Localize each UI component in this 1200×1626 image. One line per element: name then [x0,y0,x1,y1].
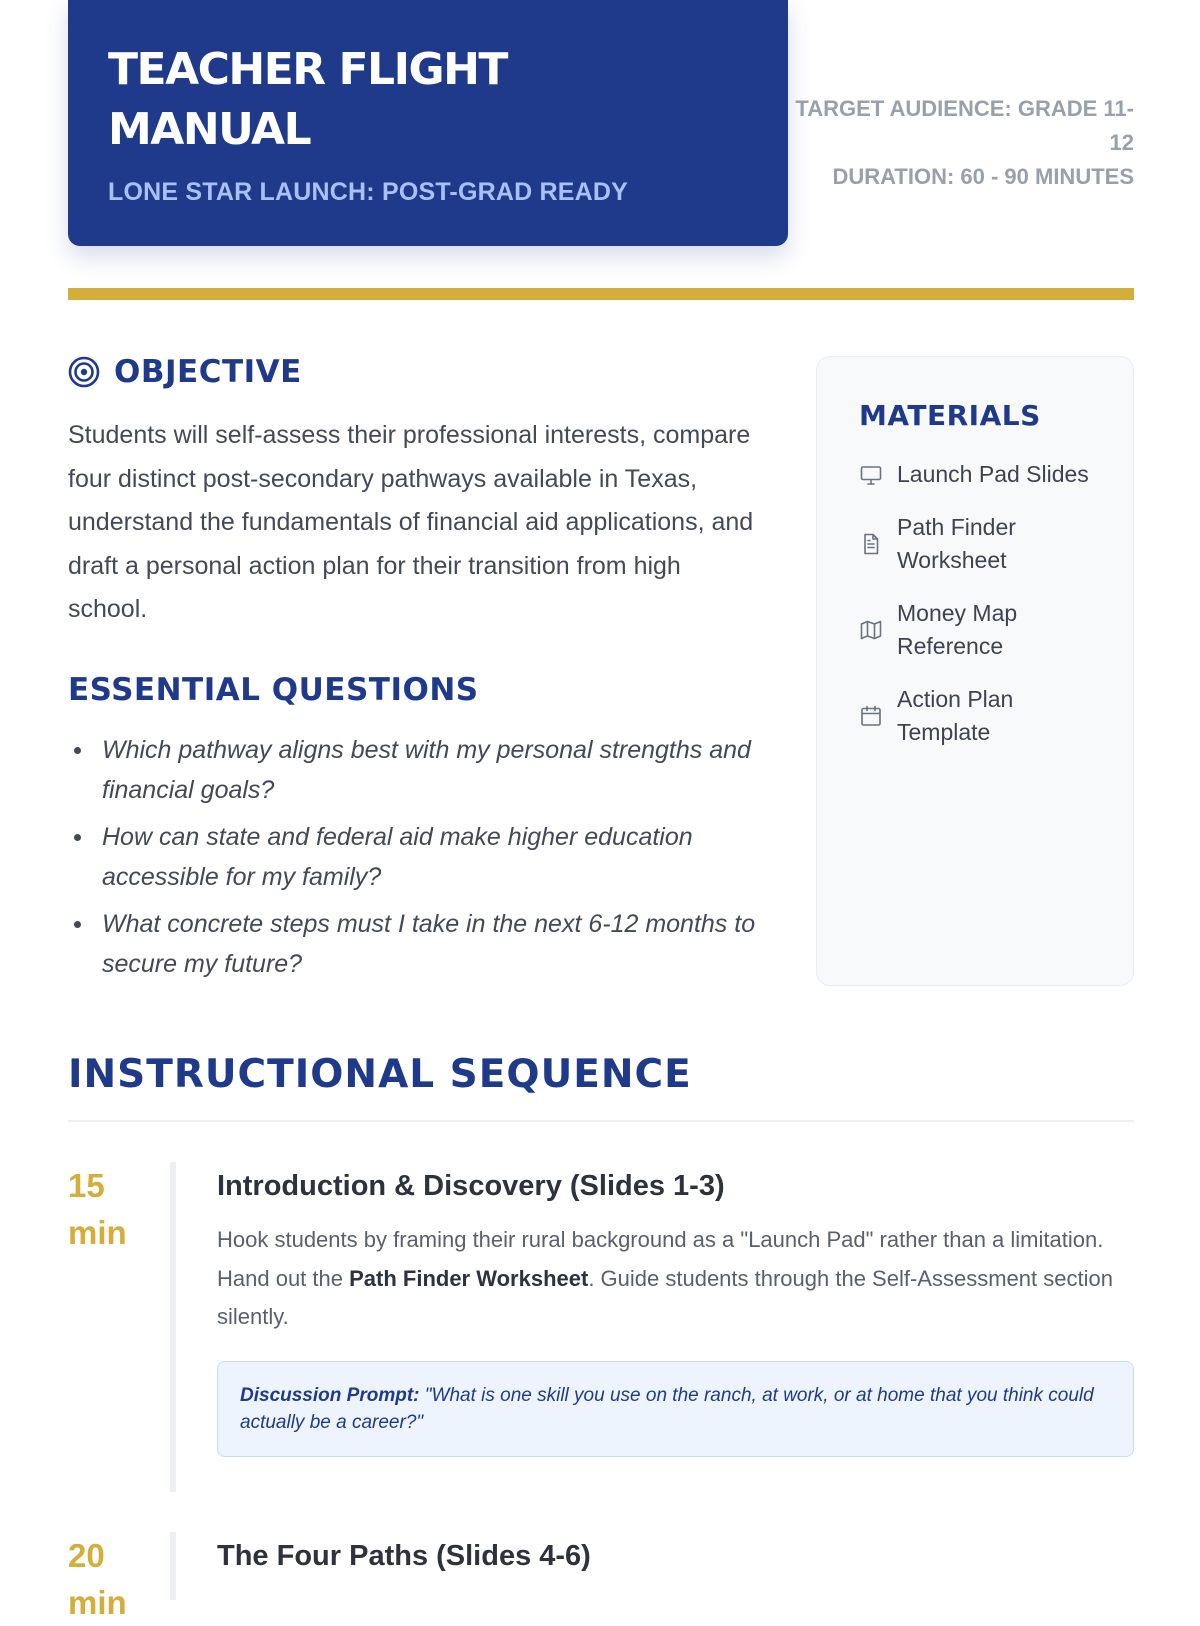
objective-heading-label: OBJECTIVE [114,354,302,390]
header-card [68,0,788,246]
bullet-icon [74,747,81,754]
step-time: 15 min [68,1167,127,1251]
step-body [217,1162,1134,1457]
document-icon [859,532,883,556]
sequence-divider [68,1120,1134,1122]
duration: DURATION: 60 - 90 MINUTES [832,164,1134,189]
material-item[interactable] [859,458,1103,491]
discussion-prompt-label: Discussion Prompt: [240,1384,420,1406]
materials-list [859,458,1103,749]
step-title: Introduction & Discovery (Slides 1-3) [217,1170,725,1202]
materials-panel [816,356,1134,986]
sequence-step [68,1162,1134,1492]
list-item [68,904,758,984]
calendar-icon [859,704,883,728]
header-divider [68,288,1134,300]
material-item[interactable] [859,683,1103,749]
step-description-text: . Guide students through the Self-Assessment section silently. [217,1265,1113,1329]
target-icon [68,356,100,388]
worksheet-reference: Path Finder Worksheet [349,1265,589,1291]
sequence-step [68,1532,1134,1621]
step-time: 20 min [68,1537,127,1621]
list-item [68,817,758,897]
sequence-heading: INSTRUCTIONAL SEQUENCE [68,1052,692,1097]
lesson-meta [794,92,1134,194]
step-timeline-bar [170,1532,176,1600]
question-text: How can state and federal aid make higher education accessible for my family? [102,823,693,891]
objective-text: Students will self-assess their professional interests, compare four distinct post-secondary pathways available in Texas, understand the fundamentals of financial aid applications, and draft a personal action plan for their transition from high school. [68,421,754,623]
question-text: Which pathway aligns best with my personal strengths and financial goals? [102,736,751,804]
bullet-icon [74,834,81,841]
material-item[interactable] [859,511,1103,577]
discussion-prompt [217,1361,1134,1457]
bullet-icon [74,921,81,928]
materials-heading: MATERIALS [859,399,1041,432]
material-label: Action Plan Template [897,686,1014,745]
step-title: The Four Paths (Slides 4-6) [217,1540,591,1572]
discussion-prompt-text: "What is one skill you use on the ranch, at work, or at home that you think could actually be a career?" [240,1384,1094,1433]
list-item [68,730,758,810]
step-body [217,1532,1134,1576]
step-description [217,1221,1134,1337]
essential-questions-heading: ESSENTIAL QUESTIONS [68,672,479,708]
map-icon [859,618,883,642]
material-label: Path Finder Worksheet [897,514,1016,573]
monitor-icon [859,463,883,487]
material-label: Money Map Reference [897,600,1018,659]
question-text: What concrete steps must I take in the next 6-12 months to secure my future? [102,910,756,978]
step-description-text: Hook students by framing their rural background as a "Launch Pad" rather than a limitation. Hand out the [217,1227,1104,1291]
essential-questions-list [68,730,758,991]
material-item[interactable] [859,597,1103,663]
step-timeline-bar [170,1162,176,1492]
page-subtitle: LONE STAR LAUNCH: POST-GRAD READY [108,178,629,206]
page-title: TEACHER FLIGHT MANUAL [108,44,507,155]
material-label: Launch Pad Slides [897,461,1089,487]
target-audience: TARGET AUDIENCE: GRADE 11-12 [795,96,1134,155]
objective-heading [68,354,302,390]
